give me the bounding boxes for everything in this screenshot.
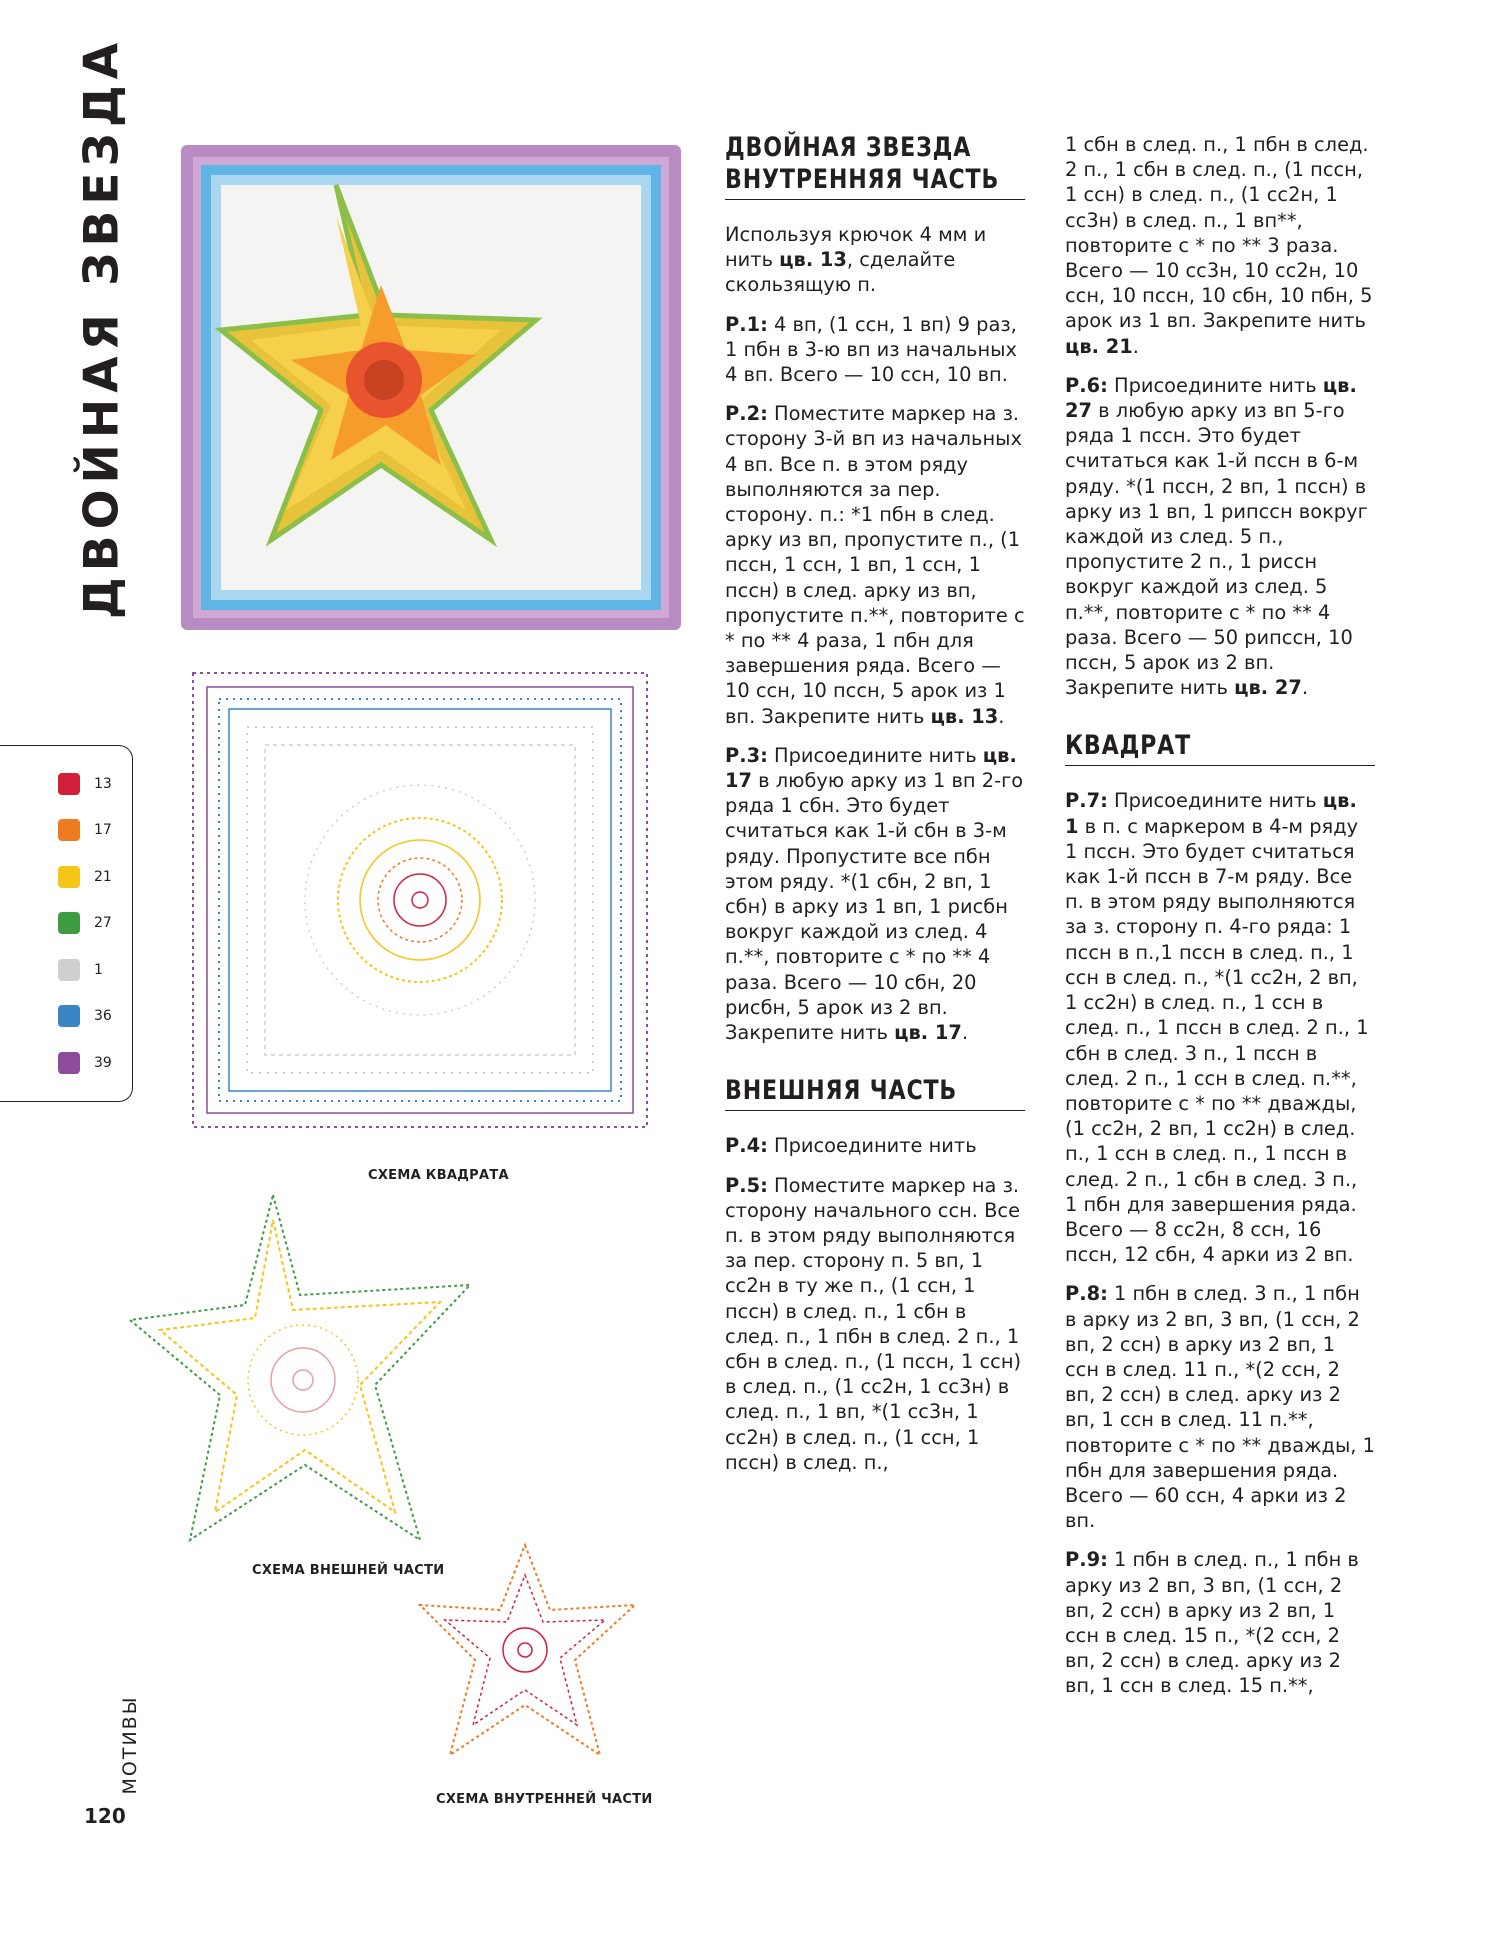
row-5-continued: 1 сбн в след. п., 1 пбн в след. 2 п., 1 сбн в след. п., (1 пссн, 1 ссн) в след. п., (1 сс2н, 1 сс3н) в след. п., 1 вп**, повторите с * по ** 3 раза. Всего — 10 сс3н, 10 сс2н, 10 ссн, 10 пссн, 10 сбн, 10 пбн, 5 арок из 1 вп. Закрепите нить цв. 21. xyxy=(1065,133,1373,358)
row-1: Р.1: 4 вп, (1 ссн, 1 вп) 9 раз, 1 пбн в 3-ю вп из начальных 4 вп. Всего — 10 ссн, 10 вп. xyxy=(725,312,1017,387)
section-side-label: МОТИВЫ xyxy=(119,1695,141,1795)
outer-star-diagram xyxy=(125,1190,475,1555)
legend-item: 17 xyxy=(58,819,112,841)
section-heading-inner: ДВОЙНАЯ ЗВЕЗДА ВНУТРЕННЯЯ ЧАСТЬ xyxy=(725,132,1025,200)
row-4: Р.4: Присоедините нить xyxy=(725,1134,977,1158)
square-diagram xyxy=(185,665,655,1135)
row-9: Р.9: 1 пбн в след. п., 1 пбн в арку из 2 вп, 3 вп, (1 ссн, 2 вп, 2 ссн) в арку из 2 вп, 1 ссн в след. 15 п., *(2 ссн, 2 вп, 2 ссн) в след. арку из 2 вп, 1 ссн в след. 15 п.**, xyxy=(1065,1548,1359,1698)
row-6: Р.6: Присоедините нить цв. 27 в любую арку из вп 5-го ряда 1 пссн. Это будет считаться как 1-й пссн в 6-м ряду. *(1 пссн, 2 вп, 1 пссн) в арку из 1 вп, 1 рипссн вокруг каждой из след. 5 п., пропустите 2 п., 1 риссн вокруг каждой из след. 5 п.**, повторите с * по ** 4 раза. Всего — 50 рипссн, 10 пссн, 5 арок из 2 вп. Закрепите нить цв. 27. xyxy=(1065,373,1368,700)
section-heading-outer: ВНЕШНЯЯ ЧАСТЬ xyxy=(725,1075,1025,1111)
swatch xyxy=(58,912,80,934)
legend-item: 1 xyxy=(58,959,103,981)
intro-paragraph: Используя крючок 4 мм и нить цв. 13, сделайте скользящую п. xyxy=(725,223,987,297)
row-7: Р.7: Присоедините нить цв. 1 в п. с маркером в 4-м ряду 1 пссн. Это будет считаться как 1-й пссн в 7-м ряду. Все п. в этом ряду выполняются за з. сторону п. 4-го ряда: 1 пссн в п.,1 пссн в след. п., 1 ссн в след. п., *(1 сс2н, 2 вп, 1 сс2н) в след. п., 1 ссн в след. п., 1 пссн в след. 2 п., 1 сбн в след. 3 п., 1 пссн в след. 2 п., 1 ссн в след. п.**, повторите с * по ** дважды, (1 сс2н, 2 вп, 1 сс2н) в след. п., 1 ссн в след. п., 1 пссн в след. 2 п., 1 сбн в след. 3 п., 1 пбн для завершения ряда. Всего — 8 сс2н, 8 ссн, 16 пссн, 12 сбн, 4 арки из 2 вп. xyxy=(1065,789,1369,1267)
page-number: 120 xyxy=(84,1804,126,1828)
swatch xyxy=(58,959,80,981)
color-legend xyxy=(0,745,133,1102)
legend-item: 21 xyxy=(58,866,112,888)
swatch xyxy=(58,866,80,888)
caption-inner: СХЕМА ВНУТРЕННЕЙ ЧАСТИ xyxy=(436,1792,653,1807)
inner-star-diagram xyxy=(415,1540,640,1765)
caption-square: СХЕМА КВАДРАТА xyxy=(368,1168,509,1183)
swatch xyxy=(58,819,80,841)
row-2: Р.2: Поместите маркер на з. сторону 3-й вп из начальных 4 вп. Все п. в этом ряду выполняются за пер. сторону. п.: *1 пбн в след. арку из вп, пропустите п., (1 пссн, 1 ссн, 1 вп, 1 ссн, 1 пссн) в след. арку из вп, пропустите п.**, повторите с * по ** 4 раза, 1 пбн для завершения ряда. Всего — 10 ссн, 10 пссн, 5 арок из 1 вп. Закрепите нить цв. 13. xyxy=(725,402,1025,728)
text-column-2 xyxy=(1065,132,1375,1713)
row-5: Р.5: Поместите маркер на з. сторону начального ссн. Все п. в этом ряду выполняются за пер. сторону п. 5 вп, 1 сс2н в ту же п., (1 ссн, 1 пссн) в след. п., 1 сбн в след. п., 1 пбн в след. 2 п., 1 сбн в след. п., (1 пссн, 1 ссн) в след. п., (1 сс2н, 1 сс3н) в след. п., 1 вп, *(1 сс3н, 1 сс2н) в след. п., (1 ссн, 1 пссн) в след. п., xyxy=(725,1173,1022,1474)
legend-item: 13 xyxy=(58,773,112,795)
swatch xyxy=(58,1005,80,1027)
text-column-1 xyxy=(725,132,1025,1489)
page-title: ДВОЙНАЯ ЗВЕЗДА xyxy=(74,36,130,619)
legend-item: 27 xyxy=(58,912,112,934)
row-3: Р.3: Присоедините нить цв. 17 в любую арку из 1 вп 2-го ряда 1 сбн. Это будет считаться как 1-й сбн в 3-м ряду. Пропустите все пбн этом ряду. *(1 сбн, 2 вп, 1 сбн) в арку из 1 вп, 1 рисбн вокруг каждой из след. 4 п.**, повторите с * по ** 4 раза. Всего — 10 сбн, 20 рисбн, 5 арок из 2 вп. Закрепите нить цв. 17. xyxy=(725,743,1024,1045)
legend-item: 36 xyxy=(58,1005,112,1027)
caption-outer: СХЕМА ВНЕШНЕЙ ЧАСТИ xyxy=(252,1563,445,1578)
swatch xyxy=(58,773,80,795)
row-8: Р.8: 1 пбн в след. 3 п., 1 пбн в арку из 2 вп, 3 вп, (1 ссн, 2 вп, 2 ссн) в арку из 2 вп, 1 ссн в след. 11 п., *(2 ссн, 2 вп, 2 ссн) в след. арку из 2 вп, 1 ссн в след. 11 п.**, повторите с * по ** дважды, 1 пбн для завершения ряда. Всего — 60 ссн, 4 арки из 2 вп. xyxy=(1065,1282,1375,1533)
legend-item: 39 xyxy=(58,1052,112,1074)
swatch xyxy=(58,1052,80,1074)
motif-photo xyxy=(181,145,681,630)
section-heading-square: КВАДРАТ xyxy=(1065,730,1375,766)
